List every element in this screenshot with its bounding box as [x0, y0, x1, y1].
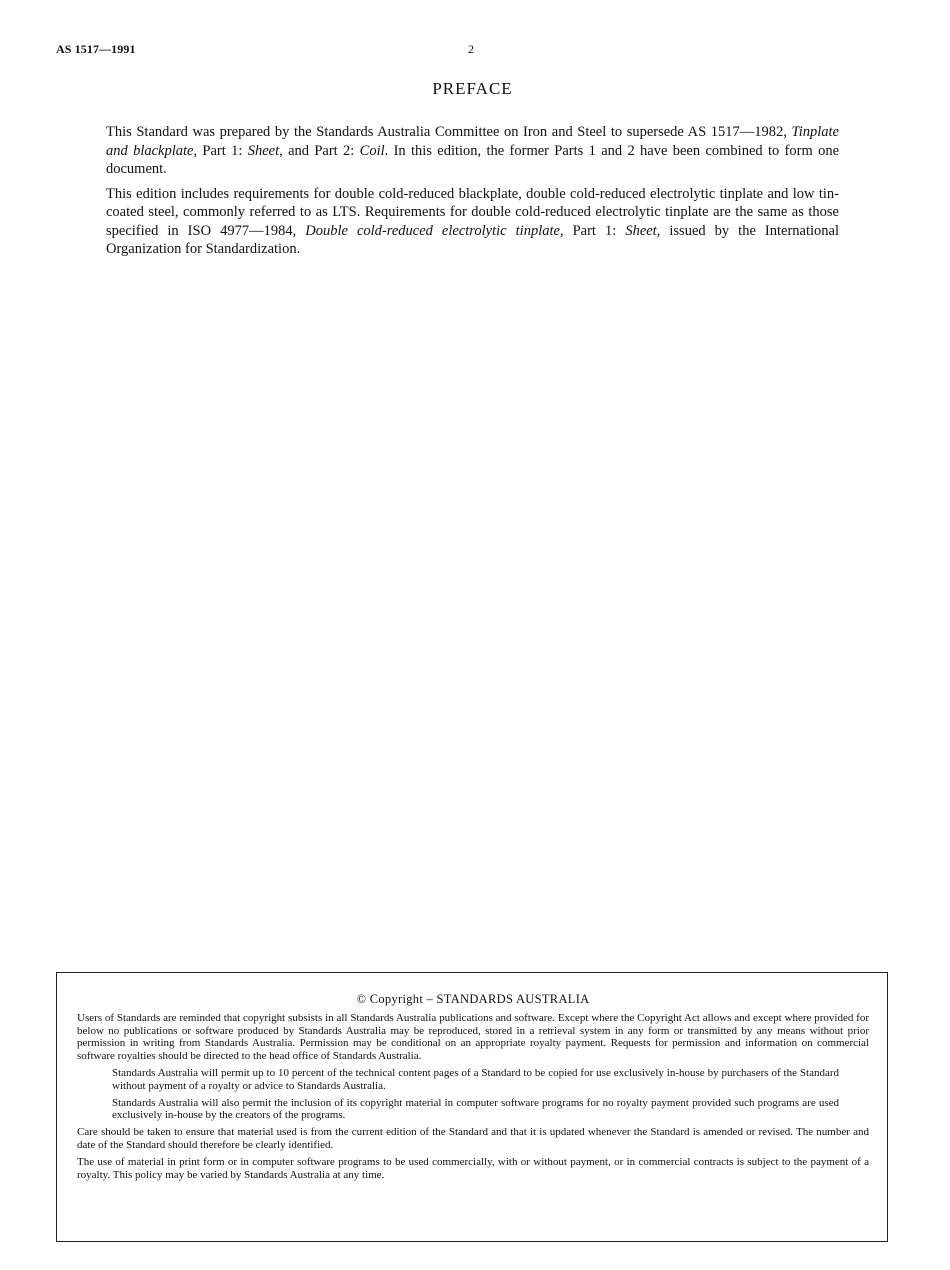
preface-p1-sheet-italic: Sheet	[247, 142, 280, 159]
copyright-paragraph-4: Care should be taken to ensure that material used is from the current edition of the Standard and that it is updated whenever the Standard is amended or revised. The number and date of the Standard should therefore be clearly identified.	[77, 1126, 869, 1151]
copyright-paragraph-3: Standards Australia will also permit the inclusion of its copyright material in computer software programs for no royalty payment provided such programs are used exclusively in-house by the creators of the programs.	[112, 1096, 839, 1122]
copyright-title: © Copyright – STANDARDS AUSTRALIA	[356, 992, 590, 1006]
preface-p1-text-e: , and Part 2:	[279, 142, 360, 159]
preface-p2-text-c: , Part 1:	[559, 222, 626, 239]
preface-body	[106, 123, 839, 265]
preface-p2-sheet-italic: Sheet	[625, 222, 657, 239]
preface-p1-coil-italic: Coil	[359, 142, 385, 159]
preface-paragraph-1	[106, 123, 839, 179]
preface-paragraph-2	[106, 185, 839, 259]
document-id: AS 1517—1991	[56, 42, 136, 56]
preface-p1-text-a: This Standard was prepared by the Standards Australia Committee on Iron and Steel to supersede AS 1517—1982,	[106, 124, 792, 140]
preface-p2-text-e: , issued by the International Organization for Standardization.	[106, 222, 840, 257]
preface-p1-title-italic: Tinplate and blackplate	[106, 124, 839, 159]
preface-p1-text-c: , Part 1:	[193, 142, 248, 159]
copyright-notice-box	[56, 972, 888, 1242]
page-number: 2	[468, 42, 474, 56]
copyright-paragraph-5: The use of material in print form or in computer software programs to be used commercially, with or without payment, or in commercial contracts is subject to the payment of a royalty. This policy may be varied by Standards Australia at any time.	[77, 1155, 869, 1181]
preface-p2-text-a: This edition includes requirements for double cold-reduced blackplate, double cold-reduced electrolytic tinplate and low tin-coated steel, commonly referred to as LTS. Requirements for double cold-reduced electrolytic tinplate are the same as those specified in ISO 4977—1984,	[106, 185, 839, 239]
preface-p1-text-g: . In this edition, the former Parts 1 and 2 have been combined to form one document.	[106, 142, 840, 177]
copyright-paragraph-2: Standards Australia will permit up to 10 percent of the technical content pages of a Standard to be copied for use exclusively in-house by purchasers of the Standard without payment of a royalty or advice to Standards Australia.	[112, 1066, 839, 1092]
page-title: PREFACE	[432, 79, 513, 98]
preface-p2-title-italic: Double cold-reduced electrolytic tinplate	[305, 222, 560, 239]
copyright-paragraph-1: Users of Standards are reminded that copyright subsists in all Standards Australia publications and software. Except where the Copyright Act allows and except where provided for below no publications or software produced by Standards Australia may be reproduced, stored in a retrieval system in any form or transmitted by any means without prior permission in writing from Standards Australia. Permission may be conditional on an appropriate royalty payment. Requests for permission and information on commercial software royalties should be directed to the head office of Standards Australia.	[77, 1011, 869, 1063]
